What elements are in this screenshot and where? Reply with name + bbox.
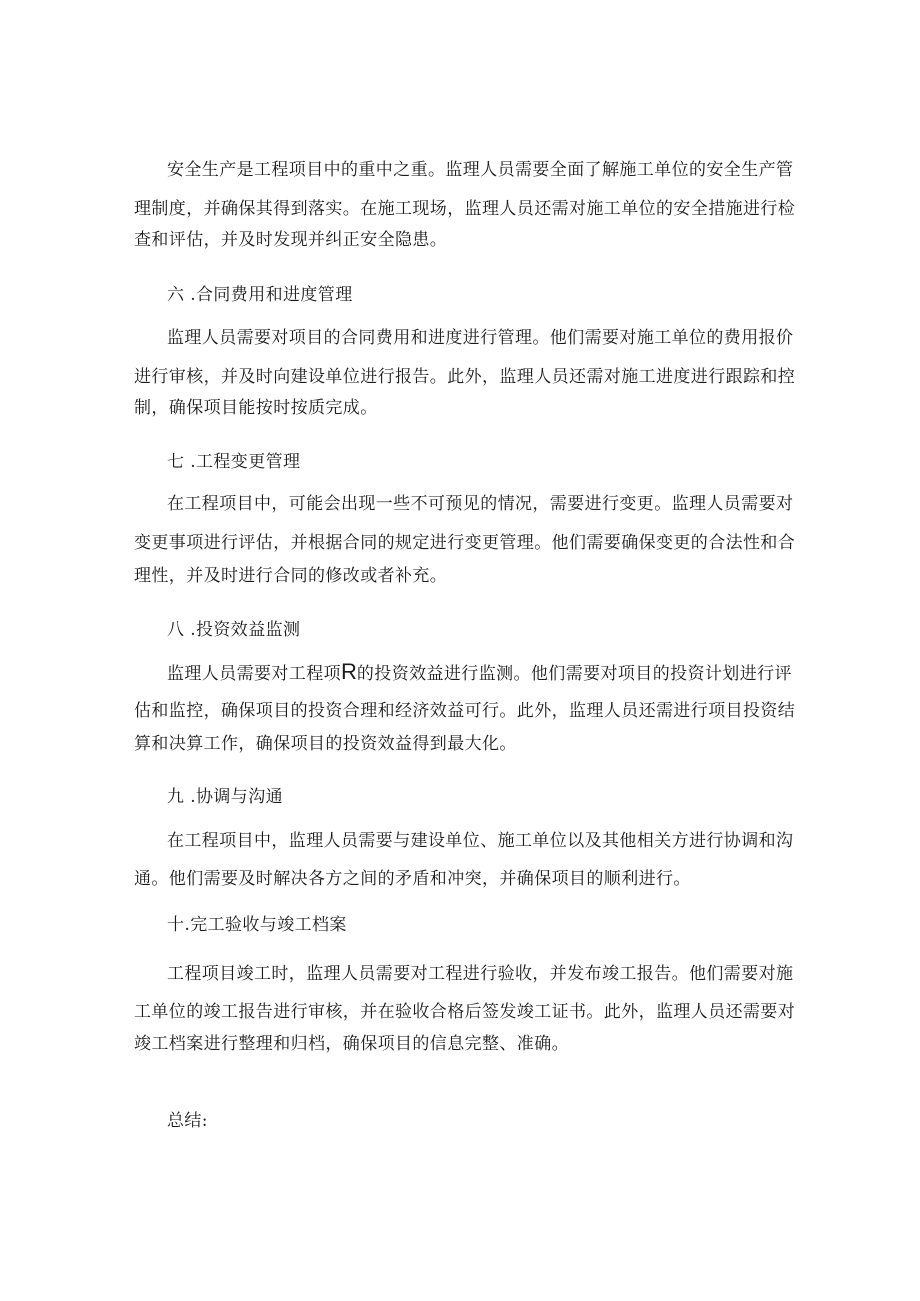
paragraph-line: 竣工档案进行整理和归档，确保项目的信息完整、准确。: [134, 1034, 569, 1054]
paragraph-line: 制，确保项目能按时按质完成。: [134, 398, 378, 418]
paragraph-text: 监理人员需要对工程项: [167, 664, 341, 684]
paragraph-line: 在工程项目中，监理人员需要与建设单位、施工单位以及其他相关方进行协调和沟: [167, 831, 794, 851]
paragraph-line: 工程项目竣工时，监理人员需要对工程进行验收，并发布竣工报告。他们需要对施: [167, 964, 794, 984]
stray-letter: R: [341, 659, 357, 684]
paragraph-line: 安全生产是工程项目中的重中之重。监理人员需要全面了解施工单位的安全生产管: [167, 160, 794, 180]
section-heading-7: 七 .工程变更管理: [167, 452, 301, 472]
paragraph-line: 变更事项进行评估，并根据合同的规定进行变更管理。他们需要确保变更的合法性和合: [134, 533, 796, 553]
paragraph-text: 的投资效益进行监测。他们需要对项目的投资计划进行评: [356, 664, 792, 684]
paragraph-line: 通。他们需要及时解决各方之间的矛盾和冲突，并确保项目的顺利进行。: [134, 869, 691, 889]
summary-label: 总结:: [167, 1111, 208, 1131]
section-heading-9: 九 .协调与沟通: [167, 787, 284, 807]
section-heading-8: 八 .投资效益监测: [167, 620, 301, 640]
paragraph-line: 算和决算工作，确保项目的投资效益得到最大化。: [134, 734, 517, 754]
paragraph-line: 查和评估，并及时发现并纠正安全隐患。: [134, 230, 448, 250]
section-heading-6: 六 .合同费用和进度管理: [167, 285, 353, 305]
paragraph-line: 理制度，并确保其得到落实。在施工现场，监理人员还需对施工单位的安全措施进行检: [134, 199, 796, 219]
section-heading-10: 十.完工验收与竣工档案: [167, 915, 347, 935]
paragraph-line: 进行审核，并及时向建设单位进行报告。此外，监理人员还需对施工进度进行跟踪和控: [134, 367, 796, 387]
paragraph-line: 工单位的竣工报告进行审核，并在验收合格后签发竣工证书。此外，监理人员还需要对: [134, 1002, 796, 1022]
paragraph-line: 监理人员需要对项目的合同费用和进度进行管理。他们需要对施工单位的费用报价: [167, 328, 794, 348]
paragraph-line: 估和监控，确保项目的投资合理和经济效益可行。此外，监理人员还需进行项目投资结: [134, 701, 796, 721]
paragraph-line: 理性，并及时进行合同的修改或者补充。: [134, 566, 448, 586]
paragraph-line: [167, 659, 792, 687]
paragraph-line: 在工程项目中，可能会出现一些不可预见的情况，需要进行变更。监理人员需要对: [167, 494, 794, 514]
